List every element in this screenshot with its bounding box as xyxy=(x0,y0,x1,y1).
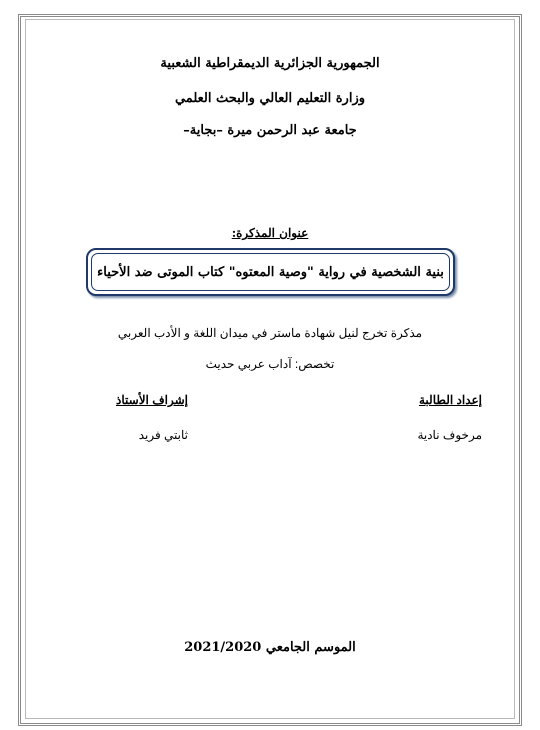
thesis-title-label: عنوان المذكرة: xyxy=(231,226,309,240)
student-name: مرخوف نادية xyxy=(417,428,482,442)
thesis-title-box-inner xyxy=(91,253,450,291)
thesis-purpose: مذكرة تخرج لنيل شهادة ماستر في ميدان اللغة و الأدب العربي xyxy=(117,326,423,340)
student-heading: إعداد الطالبة xyxy=(418,393,482,407)
thesis-specialization: تخصص: آداب عربي حديث xyxy=(205,357,335,371)
supervisor-name: ثابتي فريد xyxy=(138,428,188,442)
university-name: جامعة عبد الرحمن ميرة –بجاية– xyxy=(183,123,357,138)
academic-year: الموسم الجامعي 2021/2020 xyxy=(184,640,356,655)
thesis-title: بنية الشخصية في رواية "وصية المعتوه" كتاب الموتى ضد الأحياء xyxy=(97,264,444,280)
ministry-name: وزارة التعليم العالي والبحث العلمي xyxy=(174,91,366,106)
republic-name: الجمهورية الجزائرية الديمقراطية الشعبية xyxy=(160,56,380,71)
thesis-title-box xyxy=(86,248,455,296)
supervisor-heading: إشراف الأستاذ xyxy=(116,393,188,407)
